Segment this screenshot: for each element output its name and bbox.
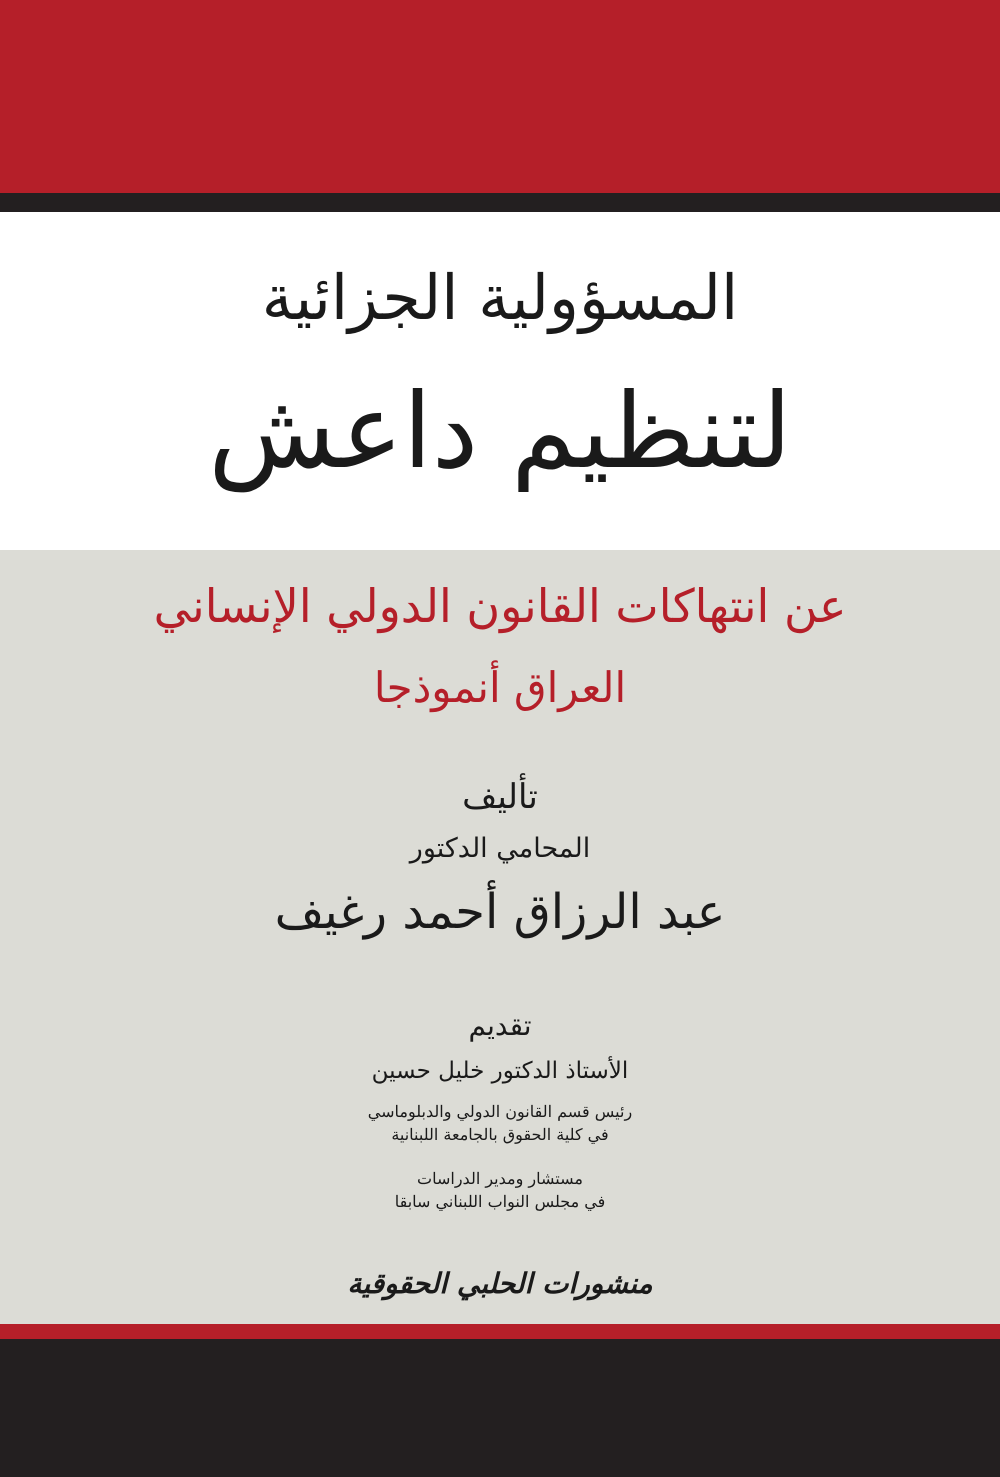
book-title-line1: المسؤولية الجزائية <box>261 261 739 334</box>
authored-by-label: تأليف <box>462 777 538 817</box>
preface-author-role-1a: رئيس قسم القانون الدولي والدبلوماسي <box>367 1102 633 1121</box>
bottom-black-band <box>0 1339 1000 1477</box>
author-title: المحامي الدكتور <box>409 833 591 864</box>
author-name: عبد الرزاق أحمد رغيف <box>274 884 726 940</box>
subtitle-line1: عن انتهاكات القانون الدولي الإنساني <box>153 579 847 633</box>
subtitle-line2: العراق أنموذجا <box>373 663 627 712</box>
preface-author-role-2a: مستشار ومدير الدراسات <box>417 1169 583 1188</box>
top-black-stripe <box>0 193 1000 212</box>
book-title-line2: لتنظيم داعش <box>208 370 792 492</box>
top-red-band <box>0 0 1000 193</box>
preface-author-role-1b: في كلية الحقوق بالجامعة اللبنانية <box>391 1125 609 1144</box>
preface-author-role-2b: في مجلس النواب اللبناني سابقا <box>394 1192 606 1211</box>
bottom-red-stripe <box>0 1324 1000 1339</box>
publisher-name: منشورات الحلبي الحقوقية <box>347 1267 653 1300</box>
preface-author: الأستاذ الدكتور خليل حسين <box>371 1058 629 1084</box>
preface-label: تقديم <box>468 1009 532 1042</box>
